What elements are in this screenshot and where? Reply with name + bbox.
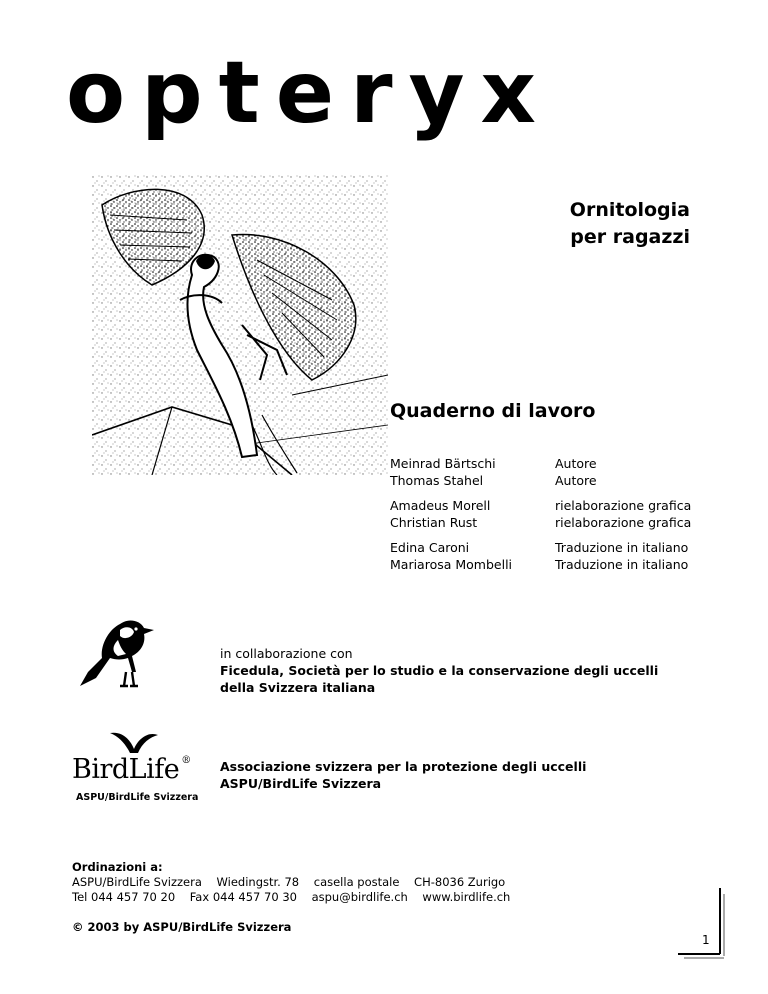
credit-name: Edina Caroni bbox=[390, 540, 470, 555]
credit-group-translation bbox=[390, 539, 730, 573]
credit-role: Traduzione in italiano bbox=[555, 557, 689, 572]
birdlife-logo bbox=[72, 756, 191, 783]
credit-group-authors bbox=[390, 455, 730, 489]
association-line-1: Associazione svizzera per la protezione degli uccelli bbox=[220, 759, 587, 774]
credits-list bbox=[390, 455, 730, 581]
credit-role: Autore bbox=[555, 456, 597, 471]
copyright-notice: © 2003 by ASPU/BirdLife Svizzera bbox=[72, 920, 292, 934]
credit-name: Thomas Stahel bbox=[390, 473, 484, 488]
credit-role: Autore bbox=[555, 473, 597, 488]
archaeopteryx-fossil-illustration bbox=[92, 175, 388, 475]
credit-role: rielaborazione grafica bbox=[555, 515, 692, 530]
collaboration-block bbox=[220, 645, 700, 696]
subtitle bbox=[520, 197, 690, 251]
credit-name: Mariarosa Mombelli bbox=[390, 557, 513, 572]
subtitle-line-1: Ornitologia bbox=[569, 199, 690, 221]
workbook-title: Quaderno di lavoro bbox=[390, 400, 596, 422]
credit-name: Meinrad Bärtschi bbox=[390, 456, 496, 471]
main-title: opteryx bbox=[66, 43, 553, 143]
birdlife-wordmark: BirdLife bbox=[72, 754, 180, 785]
association-block bbox=[220, 758, 700, 792]
bird-logo-icon bbox=[74, 616, 168, 692]
registered-mark: ® bbox=[181, 755, 191, 766]
subtitle-line-2: per ragazzi bbox=[570, 226, 690, 248]
orders-address-row: ASPU/BirdLife Svizzera Wiedingstr. 78 casella postale CH-8036 Zurigo bbox=[72, 875, 506, 889]
orders-heading: Ordinazioni a: bbox=[72, 860, 163, 874]
collaboration-line-1: Ficedula, Società per lo studio e la conservazione degli uccelli bbox=[220, 663, 659, 678]
association-line-2: ASPU/BirdLife Svizzera bbox=[220, 776, 382, 791]
orders-contact-row: Tel 044 457 70 20 Fax 044 457 70 30 aspu@birdlife.ch www.birdlife.ch bbox=[72, 890, 511, 904]
collaboration-line-2: della Svizzera italiana bbox=[220, 680, 376, 695]
page-corner-mark bbox=[670, 880, 730, 960]
credit-role: rielaborazione grafica bbox=[555, 498, 692, 513]
orders-block bbox=[72, 860, 510, 905]
credit-name: Christian Rust bbox=[390, 515, 478, 530]
credit-group-graphics bbox=[390, 497, 730, 531]
credit-role: Traduzione in italiano bbox=[555, 540, 689, 555]
collaboration-intro: in collaborazione con bbox=[220, 646, 353, 661]
credit-name: Amadeus Morell bbox=[390, 498, 491, 513]
birdlife-subline: ASPU/BirdLife Svizzera bbox=[76, 792, 199, 803]
page-number: 1 bbox=[702, 933, 710, 947]
